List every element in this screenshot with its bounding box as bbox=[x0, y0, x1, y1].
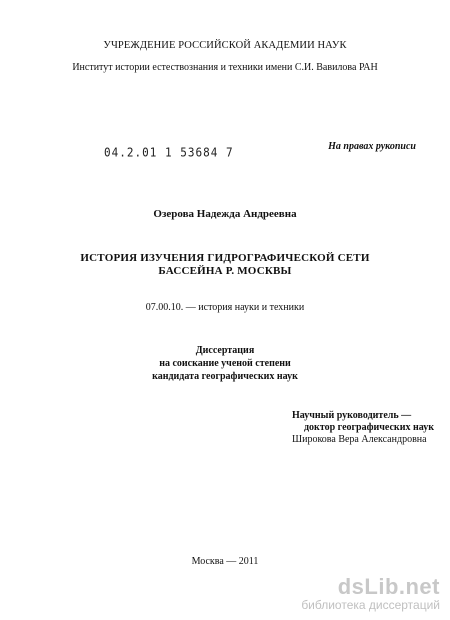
author-name: Озерова Надежда Андреевна bbox=[153, 208, 297, 220]
supervisor-label: Научный руководитель — bbox=[292, 410, 412, 421]
dissertation-title-line2: БАССЕЙНА Р. МОСКВЫ bbox=[158, 265, 292, 277]
city-year: Москва — 2011 bbox=[191, 556, 259, 567]
dissertation-title-line1: ИСТОРИЯ ИЗУЧЕНИЯ ГИДРОГРАФИЧЕСКОЙ СЕТИ bbox=[80, 252, 370, 264]
watermark-logo bbox=[301, 574, 440, 600]
degree-purpose: на соискание ученой степени bbox=[159, 358, 291, 369]
manuscript-rights-note: На правах рукописи bbox=[328, 141, 416, 152]
supervisor-name: Широкова Вера Александровна bbox=[292, 434, 427, 445]
institute-name: Институт истории естествознания и техники имени С.И. Вавилова РАН bbox=[72, 62, 378, 73]
watermark bbox=[301, 574, 440, 612]
watermark-logo-text: dsLib.net bbox=[337, 574, 440, 599]
organization-name: УЧРЕЖДЕНИЕ РОССИЙСКОЙ АКАДЕМИИ НАУК bbox=[103, 40, 347, 51]
specialty-code: 07.00.10. — история науки и техники bbox=[145, 302, 305, 313]
watermark-subtitle: библиотека диссертаций bbox=[301, 598, 440, 612]
degree-name: кандидата географических наук bbox=[152, 371, 298, 382]
supervisor-degree: доктор географических наук bbox=[304, 422, 434, 433]
dissertation-label: Диссертация bbox=[195, 345, 255, 356]
shelf-mark-stamp: 04.2.01 1 53684 7 bbox=[104, 145, 234, 160]
